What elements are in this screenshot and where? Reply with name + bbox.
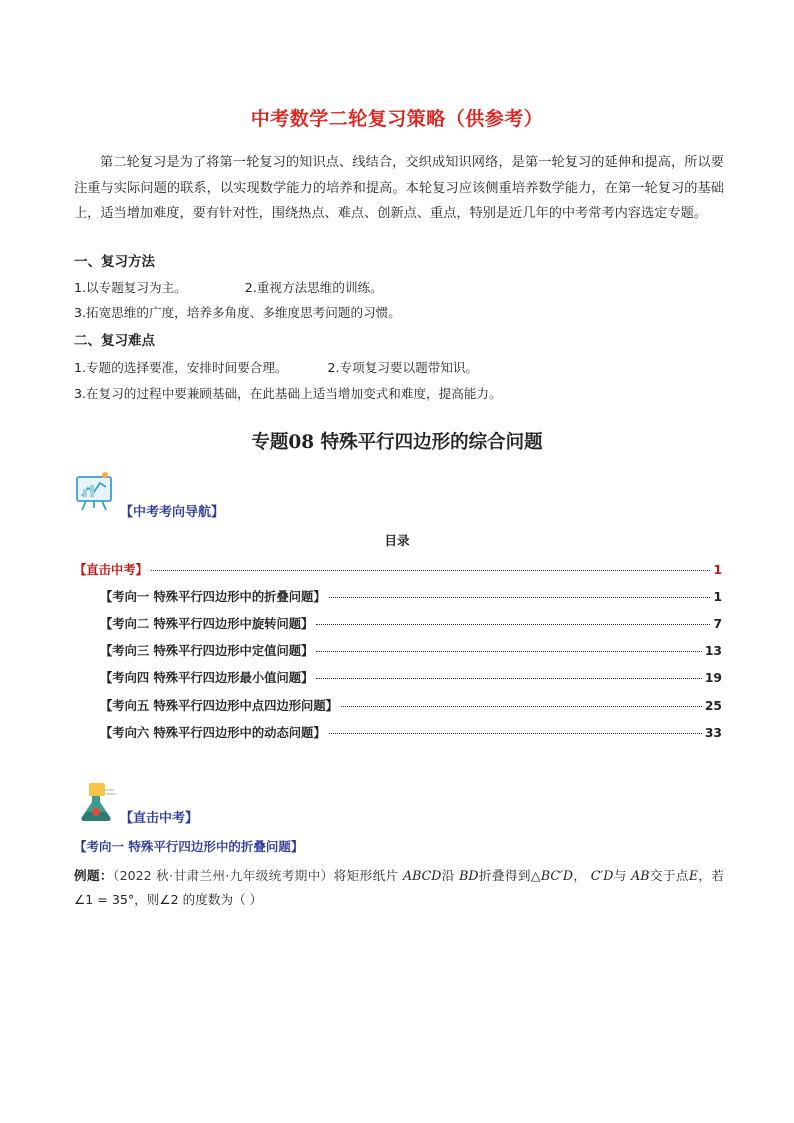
- presentation-board-icon: [74, 470, 116, 512]
- difficulties-item-2: 2.专项复习要以题带知识。: [327, 360, 479, 375]
- example-text: 交于点: [649, 868, 689, 883]
- toc-entry-1[interactable]: [100, 587, 722, 607]
- main-title: 中考数学二轮复习策略（供参考）: [250, 108, 544, 130]
- example-text: 与: [613, 868, 632, 883]
- toc-entry-5[interactable]: [100, 696, 722, 716]
- methods-item-1: 1.以专题复习为主。: [74, 280, 187, 295]
- toc-entry-direct[interactable]: [74, 560, 722, 580]
- toc-leader-dots: [316, 678, 702, 679]
- toc-entry-page: 25: [704, 699, 722, 713]
- toc-entry-4[interactable]: [100, 668, 722, 688]
- toc-leader-dots: [316, 624, 710, 625]
- example-text: 沿: [441, 868, 460, 883]
- example-text: 将矩形纸片: [333, 868, 403, 883]
- toc-entry-label: 【考向一 特殊平行四边形中的折叠问题】: [100, 590, 326, 604]
- toc-title: 目录: [384, 533, 410, 548]
- direct-exam-label: 【直击中考】: [120, 811, 199, 826]
- section-heading-difficulties: 二、复习难点: [74, 333, 155, 349]
- toc-entry-page: 19: [704, 671, 722, 685]
- toc-entry-label: 【考向二 特殊平行四边形中旋转问题】: [100, 617, 314, 631]
- toc-entry-label: 【考向四 特殊平行四边形最小值问题】: [100, 671, 314, 685]
- intro-paragraph: 第二轮复习是为了将第一轮复习的知识点、线结合，交织成知识网络，是第一轮复习的延伸和提高，所以要注重与实际问题的联系，以实现数学能力的培养和提高。本轮复习应该侧重培养数学能力，在第一轮复习的基础上，适当增加难度，要有针对性，围绕热点、难点、创新点、重点，特别是近几年的中考常考内容选定专题。: [74, 155, 724, 221]
- toc-entry-3[interactable]: [100, 641, 722, 661]
- toc-leader-dots: [316, 651, 702, 652]
- toc-leader-dots: [341, 706, 702, 707]
- example-lead: 例题：: [74, 868, 113, 883]
- difficulties-item-1: 1.专题的选择要准，安排时间要合理。: [74, 360, 288, 375]
- math-bd: BD: [459, 868, 479, 883]
- toc-entry-2[interactable]: [100, 614, 722, 634]
- toc-entry-page: 7: [713, 617, 722, 631]
- math-abcd: ABCD: [403, 868, 442, 883]
- example-source: （2022 秋·甘肃兰州·九年级统考期中）: [112, 868, 334, 883]
- methods-item-3: 3.拓宽思维的广度，培养多角度、多维度思考问题的习惯。: [74, 305, 401, 320]
- methods-item-2: 2.重视方法思维的训练。: [244, 280, 383, 295]
- section-heading-methods: 一、复习方法: [74, 254, 155, 270]
- math-bcd: BC′D: [540, 868, 573, 883]
- math-e: E: [688, 868, 699, 883]
- example-text: 折叠得到△: [478, 868, 541, 883]
- toc-entry-page: 13: [704, 644, 722, 658]
- methods-line-1: [74, 277, 383, 296]
- flask-icon: [74, 780, 118, 824]
- toc-leader-dots: [329, 733, 702, 734]
- toc-entry-label: 【考向六 特殊平行四边形中的动态问题】: [100, 726, 326, 740]
- nav-label: 【中考考向导航】: [120, 505, 225, 520]
- toc-entry-page: 1: [713, 590, 722, 604]
- topic-title: 专题08 特殊平行四边形的综合问题: [251, 432, 543, 453]
- direction-one-title: 【考向一 特殊平行四边形中的折叠问题】: [74, 839, 304, 854]
- toc-entry-label: 【考向五 特殊平行四边形中点四边形问题】: [100, 699, 338, 713]
- toc-entry-label: 【考向三 特殊平行四边形中定值问题】: [100, 644, 314, 658]
- math-ab: AB: [631, 868, 650, 883]
- toc-leader-dots: [329, 597, 711, 598]
- toc-entry-6[interactable]: [100, 723, 722, 743]
- toc-leader-dots: [151, 570, 711, 571]
- toc-entry-label: 【直击中考】: [74, 563, 148, 577]
- difficulties-item-3: 3.在复习的过程中要兼顾基础，在此基础上适当增加变式和难度，提高能力。: [74, 386, 502, 401]
- example-question: [74, 864, 724, 912]
- toc-entry-page: 1: [713, 563, 722, 577]
- math-cd: C′D: [590, 868, 614, 883]
- example-text: ，若∠1 = 35°，则∠2 的度数为（ ）: [74, 868, 724, 907]
- example-text: ，: [572, 868, 591, 883]
- toc-entry-page: 33: [704, 726, 722, 740]
- difficulties-line-1: [74, 357, 478, 376]
